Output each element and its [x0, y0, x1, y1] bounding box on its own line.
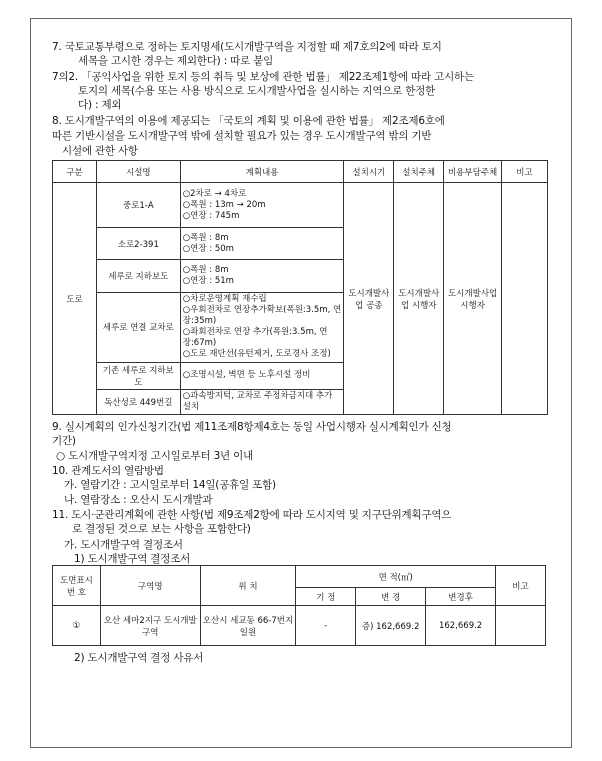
- header-note: 비고: [502, 161, 548, 183]
- para-7-cont: 세목을 고시한 경우는 제외한다) : 따로 붙임: [78, 55, 274, 67]
- para-11-a: 가. 도시개발구역 결정조서: [64, 539, 183, 551]
- header-category: 구분: [53, 161, 97, 183]
- zone-note: [496, 606, 546, 646]
- para-10-a: 가. 열람기간 : 고시일로부터 14일(공휴일 포함): [64, 479, 276, 491]
- plan-content: ○과속방지턱, 교차로 주정차금지대 추가 설치: [180, 389, 344, 414]
- para-11-a-2: 2) 도시개발구역 결정 사유서: [74, 652, 204, 664]
- zone-header-note: 비고: [496, 566, 546, 606]
- install-subject-cell: 도시개발사업 시행자: [394, 183, 444, 415]
- para-8: 8. 도시개발구역의 이용에 제공되는 「국토의 계획 및 이용에 관한 법률」 제2조제6호에: [52, 115, 445, 127]
- facility-name: 기존 세루로 지하보도: [96, 362, 180, 389]
- header-plan: 계획내용: [180, 161, 344, 183]
- zone-header-name: 구역명: [100, 566, 200, 606]
- para-9-cont: 기간): [52, 435, 76, 447]
- infrastructure-table: [52, 160, 548, 415]
- plan-content: ○2차로 → 4차로 ○폭원 : 13m → 20m ○연장 : 745m: [180, 183, 344, 228]
- para-10-b: 나. 열람장소 : 오산시 도시개발과: [64, 494, 213, 506]
- para-7-2-cont: 토지의 세목(수용 또는 사용 방식으로 도시개발사업을 실시하는 지역으로 한정한: [78, 85, 436, 97]
- plan-content: ○조명시설, 벽면 등 노후시설 정비: [180, 362, 344, 389]
- install-time-cell: 도시개발사업 공종: [344, 183, 394, 415]
- header-cost-subject: 비용부담주체: [444, 161, 502, 183]
- para-7: 7. 국토교통부령으로 정하는 토지명세(도시개발구역을 지정할 때 제7호의2에 따라 토지: [52, 41, 442, 53]
- zone-after: 162,669.2: [426, 606, 496, 646]
- para-7-2: 7의2. 「공익사업을 위한 토지 등의 취득 및 보상에 관한 법률」 제22조제1항에 따라 고시하는: [52, 71, 474, 83]
- facility-name: 독산성로 449번길: [96, 389, 180, 414]
- zone-name: 오산 세마2지구 도시개발구역: [100, 606, 200, 646]
- facility-name: 세루로 지하보도: [96, 260, 180, 292]
- para-9: 9. 실시계획의 인가신청기간(법 제11조제8항제4호는 동일 사업시행자 실시계획인가 신청: [52, 421, 452, 433]
- zone-location: 오산시 세교동 66-7번지 일원: [200, 606, 296, 646]
- zone-existing: -: [296, 606, 356, 646]
- facility-name: 소로2-391: [96, 228, 180, 260]
- zone-change: 증) 162,669.2: [356, 606, 426, 646]
- zone-header-no: 도면표시 번 호: [53, 566, 101, 606]
- para-11: 11. 도시·군관리계획에 관한 사항(법 제9조제2항에 따라 도시지역 및 지구단위계획구역으: [52, 509, 452, 521]
- header-facility: 시설명: [96, 161, 180, 183]
- zone-header-existing: 기 정: [296, 588, 356, 606]
- para-11-a-1: 1) 도시개발구역 결정조서: [74, 553, 191, 565]
- para-11-cont: 로 결정된 것으로 보는 사항을 포함한다): [72, 523, 251, 535]
- zone-header-after: 변경후: [426, 588, 496, 606]
- para-8-cont: 따른 기반시설을 도시개발구역 밖에 설치할 필요가 있는 경우 도시개발구역 밖의 기반: [52, 130, 432, 142]
- header-install-time: 설치시기: [344, 161, 394, 183]
- note-cell: [502, 183, 548, 415]
- cost-subject-cell: 도시개발사업 시행자: [444, 183, 502, 415]
- para-7-2-cont2: 다) : 제외: [78, 99, 122, 111]
- para-8-cont2: 시설에 관한 사항: [62, 145, 138, 157]
- facility-name: 중로1-A: [96, 183, 180, 228]
- header-install-subject: 설치주체: [394, 161, 444, 183]
- zone-no: ①: [53, 606, 101, 646]
- para-9-item: ○ 도시개발구역지정 고시일로부터 3년 이내: [56, 450, 254, 462]
- plan-content: ○폭원 : 8m ○연장 : 50m: [180, 228, 344, 260]
- zone-header-location: 위 치: [200, 566, 296, 606]
- zone-decision-table: [52, 565, 546, 646]
- facility-name: 세루로 연결 교차로: [96, 292, 180, 362]
- zone-header-change: 변 경: [356, 588, 426, 606]
- category-cell: 도로: [53, 183, 97, 415]
- plan-content: ○차로운영계획 재수립 ○우회전차로 연장추가확보(폭원:3.5m, 연장:35m) ○좌회전차로 연장 추가(폭원:3.5m, 연장:67m) ○도로 재단선(유턴제거, 도로경사 조정): [180, 292, 344, 362]
- plan-content: ○폭원 : 8m ○연장 : 51m: [180, 260, 344, 292]
- zone-header-area: 면 적(㎡): [296, 566, 496, 588]
- para-10: 10. 관계도서의 열람방법: [52, 465, 164, 477]
